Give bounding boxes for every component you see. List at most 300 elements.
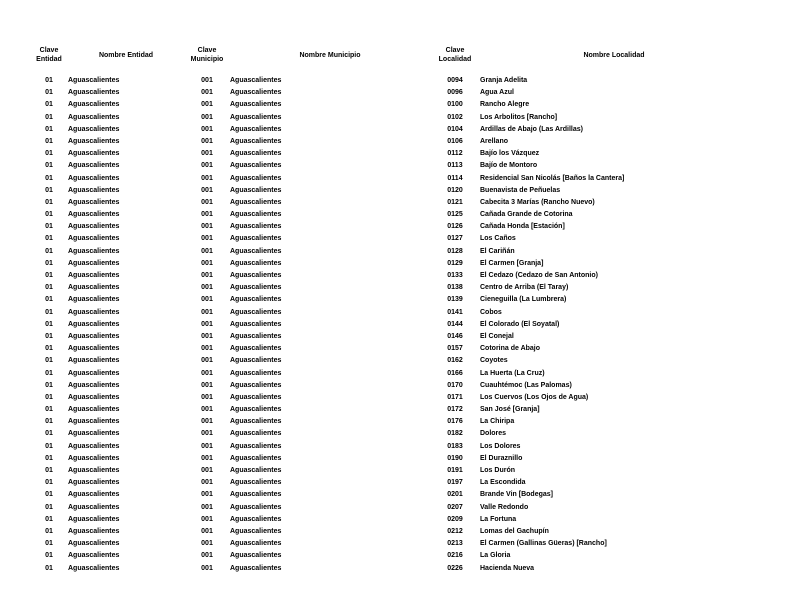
cell-nombre-entidad: Aguascalientes <box>68 503 120 511</box>
cell-nombre-entidad: Aguascalientes <box>68 564 120 572</box>
cell-nombre-localidad: Valle Redondo <box>480 503 529 511</box>
cell-clave-entidad: 01 <box>45 150 53 158</box>
cell-nombre-municipio: Aguascalientes <box>230 467 282 474</box>
cell-nombre-localidad: Cobos <box>480 308 502 316</box>
cell-clave-municipio: 001 <box>201 393 213 401</box>
cell-nombre-localidad: Lomas del Gachupín <box>480 527 549 535</box>
header-nombre-municipio: Nombre Municipio <box>299 51 361 59</box>
table-row <box>34 441 752 453</box>
cell-nombre-localidad: Bajío de Montoro <box>480 162 538 170</box>
cell-nombre-entidad: Aguascalientes <box>68 174 120 182</box>
table-row <box>34 221 752 233</box>
cell-clave-municipio: 001 <box>201 454 213 462</box>
cell-clave-municipio: 001 <box>201 308 213 316</box>
cell-clave-municipio: 001 <box>201 77 213 84</box>
table-row <box>34 185 752 197</box>
cell-nombre-entidad: Aguascalientes <box>68 442 120 450</box>
cell-nombre-localidad: Brande Vin [Bodegas] <box>480 491 553 499</box>
cell-clave-localidad: 0162 <box>447 357 463 365</box>
table-row <box>34 173 752 185</box>
cell-nombre-entidad: Aguascalientes <box>68 272 120 279</box>
cell-nombre-entidad: Aguascalientes <box>68 357 120 365</box>
cell-clave-entidad: 01 <box>45 320 53 328</box>
cell-nombre-localidad: Cuauhtémoc (Las Palomas) <box>480 381 572 389</box>
cell-clave-localidad: 0106 <box>447 137 463 145</box>
cell-clave-entidad: 01 <box>45 89 53 97</box>
header-clave-localidad-line1: Clave <box>445 47 465 54</box>
cell-clave-entidad: 01 <box>45 247 53 255</box>
cell-clave-entidad: 01 <box>45 174 53 182</box>
table-row <box>34 428 752 440</box>
cell-clave-municipio: 001 <box>201 418 213 426</box>
table-row <box>34 99 752 111</box>
cell-clave-localidad: 0100 <box>447 101 463 109</box>
cell-nombre-localidad: Dolores <box>480 430 507 438</box>
cell-nombre-entidad: Aguascalientes <box>68 101 120 109</box>
cell-nombre-municipio: Aguascalientes <box>230 211 282 219</box>
cell-clave-localidad: 0096 <box>447 89 463 97</box>
cell-nombre-localidad: Granja Adelita <box>480 77 528 84</box>
cell-clave-municipio: 001 <box>201 162 213 170</box>
cell-nombre-municipio: Aguascalientes <box>230 272 282 279</box>
cell-clave-localidad: 0212 <box>447 527 463 535</box>
cell-clave-municipio: 001 <box>201 137 213 145</box>
cell-clave-entidad: 01 <box>45 540 53 548</box>
cell-nombre-entidad: Aguascalientes <box>68 320 120 328</box>
cell-clave-entidad: 01 <box>45 101 53 109</box>
cell-clave-localidad: 0112 <box>447 150 463 158</box>
cell-clave-entidad: 01 <box>45 284 53 292</box>
cell-nombre-localidad: La Chiripa <box>480 418 515 426</box>
cell-clave-entidad: 01 <box>45 406 53 414</box>
cell-nombre-municipio: Aguascalientes <box>230 186 282 194</box>
cell-nombre-localidad: Ardillas de Abajo (Las Ardillas) <box>480 125 583 133</box>
cell-nombre-municipio: Aguascalientes <box>230 89 282 97</box>
cell-nombre-municipio: Aguascalientes <box>230 564 282 572</box>
cell-nombre-localidad: Hacienda Nueva <box>480 564 535 572</box>
table-row <box>34 124 752 136</box>
cell-clave-municipio: 001 <box>201 357 213 365</box>
table-row <box>34 233 752 245</box>
cell-clave-municipio: 001 <box>201 479 213 487</box>
cell-clave-municipio: 001 <box>201 259 213 267</box>
cell-nombre-localidad: Cieneguilla (La Lumbrera) <box>480 296 567 304</box>
cell-clave-entidad: 01 <box>45 430 53 438</box>
cell-nombre-entidad: Aguascalientes <box>68 515 120 523</box>
cell-clave-municipio: 001 <box>201 406 213 414</box>
cell-nombre-entidad: Aguascalientes <box>68 137 120 145</box>
cell-nombre-entidad: Aguascalientes <box>68 393 120 401</box>
cell-clave-entidad: 01 <box>45 137 53 145</box>
cell-clave-localidad: 0226 <box>447 564 463 572</box>
table-row <box>34 87 752 99</box>
cell-nombre-municipio: Aguascalientes <box>230 406 282 414</box>
cell-nombre-entidad: Aguascalientes <box>68 150 120 158</box>
cell-nombre-municipio: Aguascalientes <box>230 332 282 340</box>
cell-nombre-localidad: La Gloria <box>480 552 511 560</box>
cell-nombre-municipio: Aguascalientes <box>230 430 282 438</box>
header-clave-municipio-line2: Municipio <box>190 56 224 63</box>
cell-nombre-entidad: Aguascalientes <box>68 223 120 231</box>
table-row <box>34 75 752 87</box>
table-row <box>34 136 752 148</box>
cell-clave-entidad: 01 <box>45 162 53 170</box>
cell-clave-localidad: 0146 <box>447 332 463 340</box>
cell-clave-localidad: 0172 <box>447 406 463 414</box>
cell-clave-entidad: 01 <box>45 552 53 560</box>
cell-nombre-municipio: Aguascalientes <box>230 247 282 255</box>
cell-nombre-entidad: Aguascalientes <box>68 198 120 206</box>
cell-clave-entidad: 01 <box>45 332 53 340</box>
header-clave-municipio-line1: Clave <box>197 47 217 54</box>
cell-nombre-localidad: Bajío los Vázquez <box>480 150 540 158</box>
cell-clave-municipio: 001 <box>201 515 213 523</box>
cell-clave-municipio: 001 <box>201 284 213 292</box>
cell-nombre-municipio: Aguascalientes <box>230 540 282 548</box>
table-row <box>34 246 752 258</box>
cell-nombre-entidad: Aguascalientes <box>68 345 120 353</box>
cell-clave-localidad: 0102 <box>447 113 463 121</box>
cell-clave-entidad: 01 <box>45 527 53 535</box>
cell-clave-localidad: 0094 <box>447 77 463 84</box>
cell-nombre-municipio: Aguascalientes <box>230 162 282 170</box>
cell-nombre-municipio: Aguascalientes <box>230 515 282 523</box>
cell-clave-localidad: 0114 <box>447 174 463 182</box>
cell-nombre-municipio: Aguascalientes <box>230 491 282 499</box>
cell-clave-municipio: 001 <box>201 491 213 499</box>
cell-clave-entidad: 01 <box>45 113 53 121</box>
cell-nombre-localidad: El Carmen (Gallinas Güeras) [Rancho] <box>480 540 607 548</box>
cell-clave-municipio: 001 <box>201 235 213 243</box>
cell-nombre-localidad: La Escondida <box>480 479 526 487</box>
cell-clave-municipio: 001 <box>201 381 213 389</box>
cell-nombre-localidad: Agua Azul <box>480 89 514 97</box>
cell-clave-municipio: 001 <box>201 101 213 109</box>
cell-nombre-municipio: Aguascalientes <box>230 345 282 353</box>
cell-nombre-entidad: Aguascalientes <box>68 479 120 487</box>
header-clave-localidad <box>434 46 476 64</box>
cell-nombre-entidad: Aguascalientes <box>68 454 120 462</box>
table-row <box>34 538 752 550</box>
cell-nombre-localidad: Los Caños <box>480 235 516 243</box>
cell-clave-localidad: 0209 <box>447 515 463 523</box>
cell-nombre-municipio: Aguascalientes <box>230 174 282 182</box>
cell-nombre-entidad: Aguascalientes <box>68 332 120 340</box>
cell-clave-entidad: 01 <box>45 369 53 377</box>
cell-clave-municipio: 001 <box>201 503 213 511</box>
cell-clave-entidad: 01 <box>45 296 53 304</box>
cell-clave-entidad: 01 <box>45 235 53 243</box>
cell-clave-localidad: 0138 <box>447 284 463 292</box>
cell-clave-entidad: 01 <box>45 479 53 487</box>
cell-clave-localidad: 0190 <box>447 454 463 462</box>
cell-nombre-localidad: San José [Granja] <box>480 406 540 414</box>
cell-clave-entidad: 01 <box>45 491 53 499</box>
cell-clave-entidad: 01 <box>45 515 53 523</box>
cell-clave-entidad: 01 <box>45 272 53 279</box>
cell-nombre-localidad: Cabecita 3 Marías (Rancho Nuevo) <box>480 198 595 206</box>
cell-clave-localidad: 0170 <box>447 381 463 389</box>
table-row <box>34 319 752 331</box>
table-row <box>34 465 752 477</box>
table-row <box>34 550 752 562</box>
table-row <box>34 209 752 221</box>
cell-nombre-municipio: Aguascalientes <box>230 357 282 365</box>
cell-clave-municipio: 001 <box>201 198 213 206</box>
cell-nombre-municipio: Aguascalientes <box>230 125 282 133</box>
cell-clave-localidad: 0113 <box>447 162 463 170</box>
cell-nombre-entidad: Aguascalientes <box>68 162 120 170</box>
table-row <box>34 343 752 355</box>
cell-nombre-municipio: Aguascalientes <box>230 150 282 158</box>
cell-clave-entidad: 01 <box>45 564 53 572</box>
cell-nombre-municipio: Aguascalientes <box>230 552 282 560</box>
cell-clave-localidad: 0171 <box>447 393 463 401</box>
cell-clave-localidad: 0126 <box>447 223 463 231</box>
cell-clave-localidad: 0216 <box>447 552 463 560</box>
cell-nombre-municipio: Aguascalientes <box>230 308 282 316</box>
cell-nombre-entidad: Aguascalientes <box>68 540 120 548</box>
cell-nombre-localidad: El Cedazo (Cedazo de San Antonio) <box>480 272 598 279</box>
cell-nombre-localidad: Los Cuervos (Los Ojos de Agua) <box>480 393 589 401</box>
cell-nombre-entidad: Aguascalientes <box>68 369 120 377</box>
cell-clave-entidad: 01 <box>45 186 53 194</box>
cell-nombre-entidad: Aguascalientes <box>68 430 120 438</box>
cell-clave-municipio: 001 <box>201 320 213 328</box>
cell-nombre-localidad: Los Durón <box>480 467 515 474</box>
cell-nombre-municipio: Aguascalientes <box>230 296 282 304</box>
cell-nombre-localidad: Buenavista de Peñuelas <box>480 186 561 194</box>
cell-nombre-municipio: Aguascalientes <box>230 137 282 145</box>
cell-nombre-municipio: Aguascalientes <box>230 259 282 267</box>
cell-clave-municipio: 001 <box>201 272 213 279</box>
cell-nombre-localidad: La Fortuna <box>480 515 517 523</box>
cell-nombre-entidad: Aguascalientes <box>68 418 120 426</box>
cell-nombre-localidad: El Colorado (El Soyatal) <box>480 320 560 328</box>
cell-clave-localidad: 0125 <box>447 211 463 219</box>
cell-clave-localidad: 0207 <box>447 503 463 511</box>
cell-nombre-localidad: El Cariñán <box>480 247 515 255</box>
cell-nombre-entidad: Aguascalientes <box>68 296 120 304</box>
table-row <box>34 282 752 294</box>
header-clave-entidad <box>34 46 64 64</box>
cell-nombre-entidad: Aguascalientes <box>68 259 120 267</box>
table-row <box>34 270 752 282</box>
cell-nombre-entidad: Aguascalientes <box>68 211 120 219</box>
header-clave-entidad-line1: Clave <box>39 47 59 54</box>
cell-clave-municipio: 001 <box>201 369 213 377</box>
table-row <box>34 294 752 306</box>
cell-nombre-municipio: Aguascalientes <box>230 527 282 535</box>
cell-clave-municipio: 001 <box>201 540 213 548</box>
cell-clave-localidad: 0144 <box>447 320 463 328</box>
header-clave-localidad-line2: Localidad <box>438 56 472 63</box>
cell-clave-localidad: 0104 <box>447 125 463 133</box>
table-row <box>34 502 752 514</box>
cell-nombre-localidad: Arellano <box>480 137 509 145</box>
header-nombre-entidad: Nombre Entidad <box>98 51 154 59</box>
cell-nombre-localidad: Cotorina de Abajo <box>480 345 541 353</box>
cell-clave-entidad: 01 <box>45 198 53 206</box>
cell-clave-entidad: 01 <box>45 503 53 511</box>
cell-clave-entidad: 01 <box>45 223 53 231</box>
table-row <box>34 526 752 538</box>
cell-nombre-entidad: Aguascalientes <box>68 491 120 499</box>
cell-clave-localidad: 0141 <box>447 308 463 316</box>
cell-nombre-entidad: Aguascalientes <box>68 186 120 194</box>
table-header-row <box>34 46 752 64</box>
cell-nombre-entidad: Aguascalientes <box>68 235 120 243</box>
cell-nombre-entidad: Aguascalientes <box>68 77 120 84</box>
cell-clave-municipio: 001 <box>201 150 213 158</box>
table-row <box>34 331 752 343</box>
cell-clave-entidad: 01 <box>45 454 53 462</box>
cell-nombre-localidad: La Huerta (La Cruz) <box>480 369 545 377</box>
cell-nombre-municipio: Aguascalientes <box>230 454 282 462</box>
cell-nombre-localidad: Cañada Honda [Estación] <box>480 223 565 231</box>
cell-nombre-municipio: Aguascalientes <box>230 223 282 231</box>
table-row <box>34 258 752 270</box>
cell-clave-entidad: 01 <box>45 345 53 353</box>
cell-clave-entidad: 01 <box>45 393 53 401</box>
cell-nombre-municipio: Aguascalientes <box>230 479 282 487</box>
table-row <box>34 355 752 367</box>
cell-nombre-entidad: Aguascalientes <box>68 552 120 560</box>
cell-clave-municipio: 001 <box>201 223 213 231</box>
cell-nombre-entidad: Aguascalientes <box>68 527 120 535</box>
table-row <box>34 416 752 428</box>
cell-clave-localidad: 0120 <box>447 186 463 194</box>
cell-nombre-municipio: Aguascalientes <box>230 503 282 511</box>
cell-clave-entidad: 01 <box>45 467 53 474</box>
cell-clave-entidad: 01 <box>45 381 53 389</box>
cell-nombre-localidad: Centro de Arriba (El Taray) <box>480 284 569 292</box>
cell-clave-municipio: 001 <box>201 345 213 353</box>
cell-clave-municipio: 001 <box>201 247 213 255</box>
header-clave-entidad-line2: Entidad <box>36 56 62 63</box>
table-row <box>34 489 752 501</box>
cell-nombre-localidad: Residencial San Nicolás [Baños la Cantera] <box>480 174 625 182</box>
table-row <box>34 453 752 465</box>
table-row <box>34 477 752 489</box>
cell-clave-localidad: 0166 <box>447 369 463 377</box>
cell-clave-municipio: 001 <box>201 211 213 219</box>
cell-nombre-entidad: Aguascalientes <box>68 89 120 97</box>
cell-nombre-localidad: El Conejal <box>480 332 514 340</box>
cell-nombre-localidad: El Duraznillo <box>480 454 523 462</box>
table-row <box>34 563 752 575</box>
cell-clave-localidad: 0201 <box>447 491 463 499</box>
cell-nombre-municipio: Aguascalientes <box>230 113 282 121</box>
cell-nombre-localidad: Los Arbolitos [Rancho] <box>480 113 558 121</box>
cell-clave-entidad: 01 <box>45 125 53 133</box>
table-row <box>34 197 752 209</box>
cell-clave-entidad: 01 <box>45 308 53 316</box>
cell-nombre-localidad: Rancho Alegre <box>480 101 530 109</box>
cell-nombre-entidad: Aguascalientes <box>68 125 120 133</box>
table-row <box>34 514 752 526</box>
cell-clave-localidad: 0197 <box>447 479 463 487</box>
cell-clave-localidad: 0121 <box>447 198 463 206</box>
cell-clave-localidad: 0182 <box>447 430 463 438</box>
cell-nombre-entidad: Aguascalientes <box>68 406 120 414</box>
cell-clave-municipio: 001 <box>201 430 213 438</box>
cell-clave-localidad: 0176 <box>447 418 463 426</box>
cell-nombre-entidad: Aguascalientes <box>68 381 120 389</box>
cell-clave-localidad: 0191 <box>447 467 463 474</box>
cell-clave-entidad: 01 <box>45 442 53 450</box>
cell-clave-localidad: 0128 <box>447 247 463 255</box>
cell-nombre-municipio: Aguascalientes <box>230 101 282 109</box>
header-nombre-localidad: Nombre Localidad <box>583 51 645 59</box>
cell-nombre-localidad: El Carmen [Granja] <box>480 259 544 267</box>
table-row <box>34 112 752 124</box>
cell-clave-entidad: 01 <box>45 357 53 365</box>
cell-clave-municipio: 001 <box>201 442 213 450</box>
cell-nombre-municipio: Aguascalientes <box>230 393 282 401</box>
cell-nombre-municipio: Aguascalientes <box>230 381 282 389</box>
cell-nombre-municipio: Aguascalientes <box>230 284 282 292</box>
cell-clave-municipio: 001 <box>201 564 213 572</box>
cell-nombre-municipio: Aguascalientes <box>230 369 282 377</box>
cell-clave-localidad: 0133 <box>447 272 463 279</box>
table-row <box>34 368 752 380</box>
table-body <box>34 75 752 575</box>
cell-clave-municipio: 001 <box>201 527 213 535</box>
table-row <box>34 148 752 160</box>
cell-clave-entidad: 01 <box>45 211 53 219</box>
cell-nombre-entidad: Aguascalientes <box>68 308 120 316</box>
cell-clave-localidad: 0157 <box>447 345 463 353</box>
header-clave-municipio <box>188 46 226 64</box>
cell-nombre-municipio: Aguascalientes <box>230 418 282 426</box>
cell-clave-localidad: 0183 <box>447 442 463 450</box>
cell-nombre-entidad: Aguascalientes <box>68 467 120 474</box>
cell-nombre-municipio: Aguascalientes <box>230 235 282 243</box>
cell-clave-localidad: 0127 <box>447 235 463 243</box>
cell-clave-localidad: 0129 <box>447 259 463 267</box>
cell-nombre-localidad: Cañada Grande de Cotorina <box>480 211 573 219</box>
cell-clave-municipio: 001 <box>201 113 213 121</box>
table-row <box>34 404 752 416</box>
cell-clave-localidad: 0213 <box>447 540 463 548</box>
cell-clave-municipio: 001 <box>201 332 213 340</box>
cell-clave-entidad: 01 <box>45 259 53 267</box>
cell-nombre-municipio: Aguascalientes <box>230 442 282 450</box>
cell-clave-municipio: 001 <box>201 467 213 474</box>
cell-nombre-entidad: Aguascalientes <box>68 247 120 255</box>
cell-clave-localidad: 0139 <box>447 296 463 304</box>
cell-clave-municipio: 001 <box>201 186 213 194</box>
cell-nombre-municipio: Aguascalientes <box>230 77 282 84</box>
cell-clave-municipio: 001 <box>201 174 213 182</box>
cell-clave-entidad: 01 <box>45 418 53 426</box>
cell-nombre-entidad: Aguascalientes <box>68 284 120 292</box>
cell-nombre-localidad: Coyotes <box>480 357 508 365</box>
cell-clave-entidad: 01 <box>45 77 53 84</box>
table-row <box>34 307 752 319</box>
cell-nombre-municipio: Aguascalientes <box>230 320 282 328</box>
cell-nombre-municipio: Aguascalientes <box>230 198 282 206</box>
table-row <box>34 392 752 404</box>
table-row <box>34 380 752 392</box>
cell-clave-municipio: 001 <box>201 89 213 97</box>
cell-nombre-entidad: Aguascalientes <box>68 113 120 121</box>
cell-clave-municipio: 001 <box>201 125 213 133</box>
cell-clave-municipio: 001 <box>201 552 213 560</box>
table-row <box>34 160 752 172</box>
cell-nombre-localidad: Los Dolores <box>480 442 521 450</box>
